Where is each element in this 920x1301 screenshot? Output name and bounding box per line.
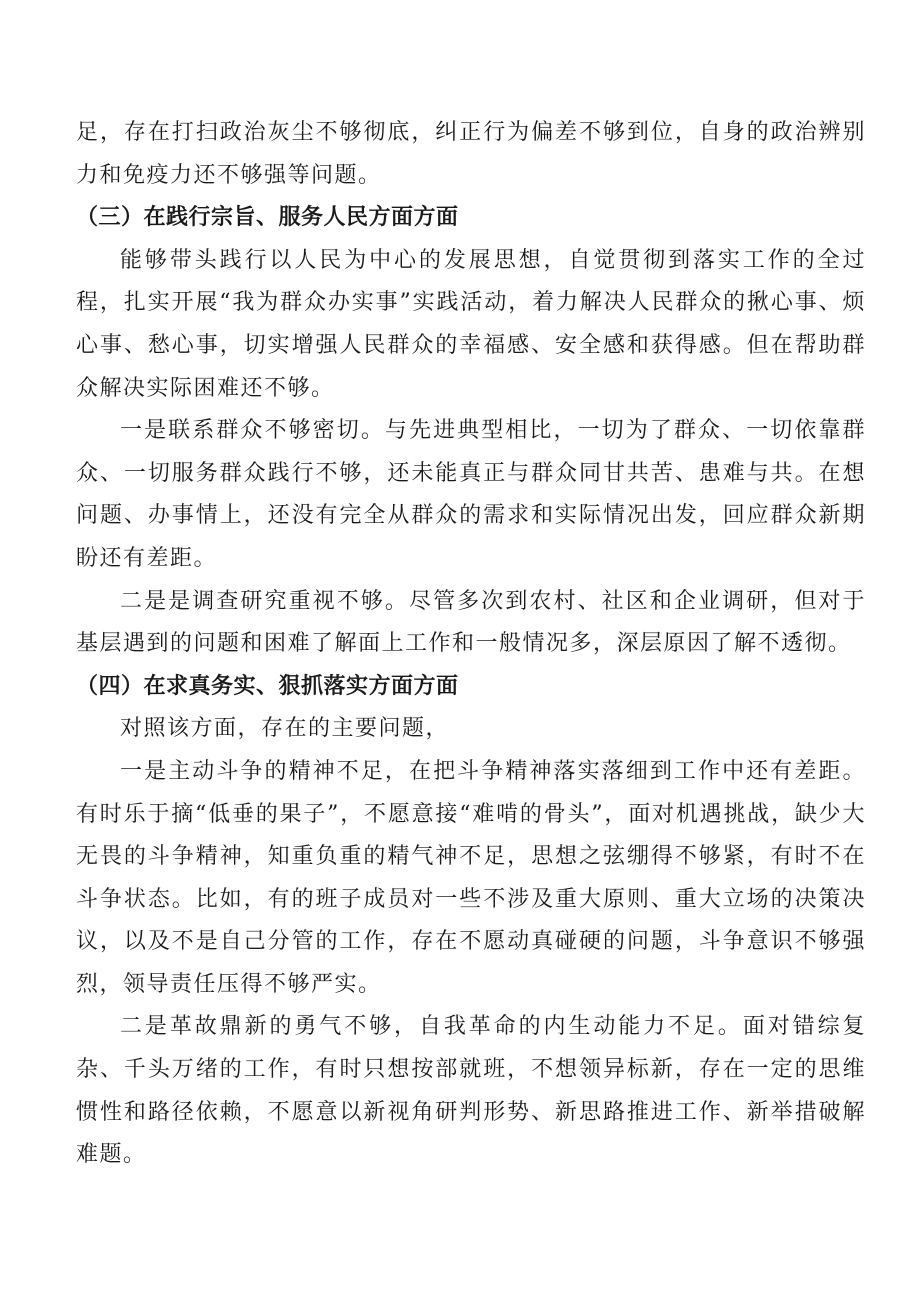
paragraph-contact-masses: 一是联系群众不够密切。与先进典型相比，一切为了群众、一切依靠群众、一切服务群众践行不够，还未能真正与群众同甘共苦、患难与共。在想问题、办事情上，还没有完全从群众的需求和实际情况出发，回应群众新期盼还有差距。 xyxy=(76,418,866,571)
document-page xyxy=(76,112,866,1177)
paragraph-struggle-spirit: 一是主动斗争的精神不足，在把斗争精神落实落细到工作中还有差距。有时乐于摘“低垂的果子”，不愿意接“难啃的骨头”，面对机遇挑战，缺少大无畏的斗争精神，知重负重的精气神不足，思想之弦绷得不够紧，有时不在斗争状态。比如，有的班子成员对一些不涉及重大原则、重大立场的决策决议，以及不是自己分管的工作，存在不愿动真碰硬的问题，斗争意识不够强烈，领导责任压得不够严实。 xyxy=(76,758,866,997)
paragraph-service-people: 能够带头践行以人民为中心的发展思想，自觉贯彻到落实工作的全过程，扎实开展“我为群众办实事”实践活动，着力解决人民群众的揪心事、烦心事、愁心事，切实增强人民群众的幸福感、安全感和获得感。但在帮助群众解决实际困难还不够。 xyxy=(76,247,866,401)
paragraph-innovation: 二是革故鼎新的勇气不够，自我革命的内生动能力不足。面对错综复杂、千头万绪的工作，有时只想按部就班，不想领异标新，存在一定的思维惯性和路径依赖，不愿意以新视角研判形势、新思路推进工作、新举措破解难题。 xyxy=(76,1014,866,1168)
paragraph-continuation: 足，存在打扫政治灰尘不够彻底，纠正行为偏差不够到位，自身的政治辨别力和免疫力还不够强等问题。 xyxy=(76,120,866,188)
section-heading-3: （三）在践行宗旨、服务人民方面方面 xyxy=(76,205,459,231)
paragraph-main-issues: 对照该方面，存在的主要问题， xyxy=(120,716,450,742)
section-heading-4: （四）在求真务实、狠抓落实方面方面 xyxy=(76,673,459,699)
paragraph-research: 二是是调查研究重视不够。尽管多次到农村、社区和企业调研，但对于基层遇到的问题和困难了解面上工作和一般情况多，深层原因了解不透彻。 xyxy=(76,588,866,657)
